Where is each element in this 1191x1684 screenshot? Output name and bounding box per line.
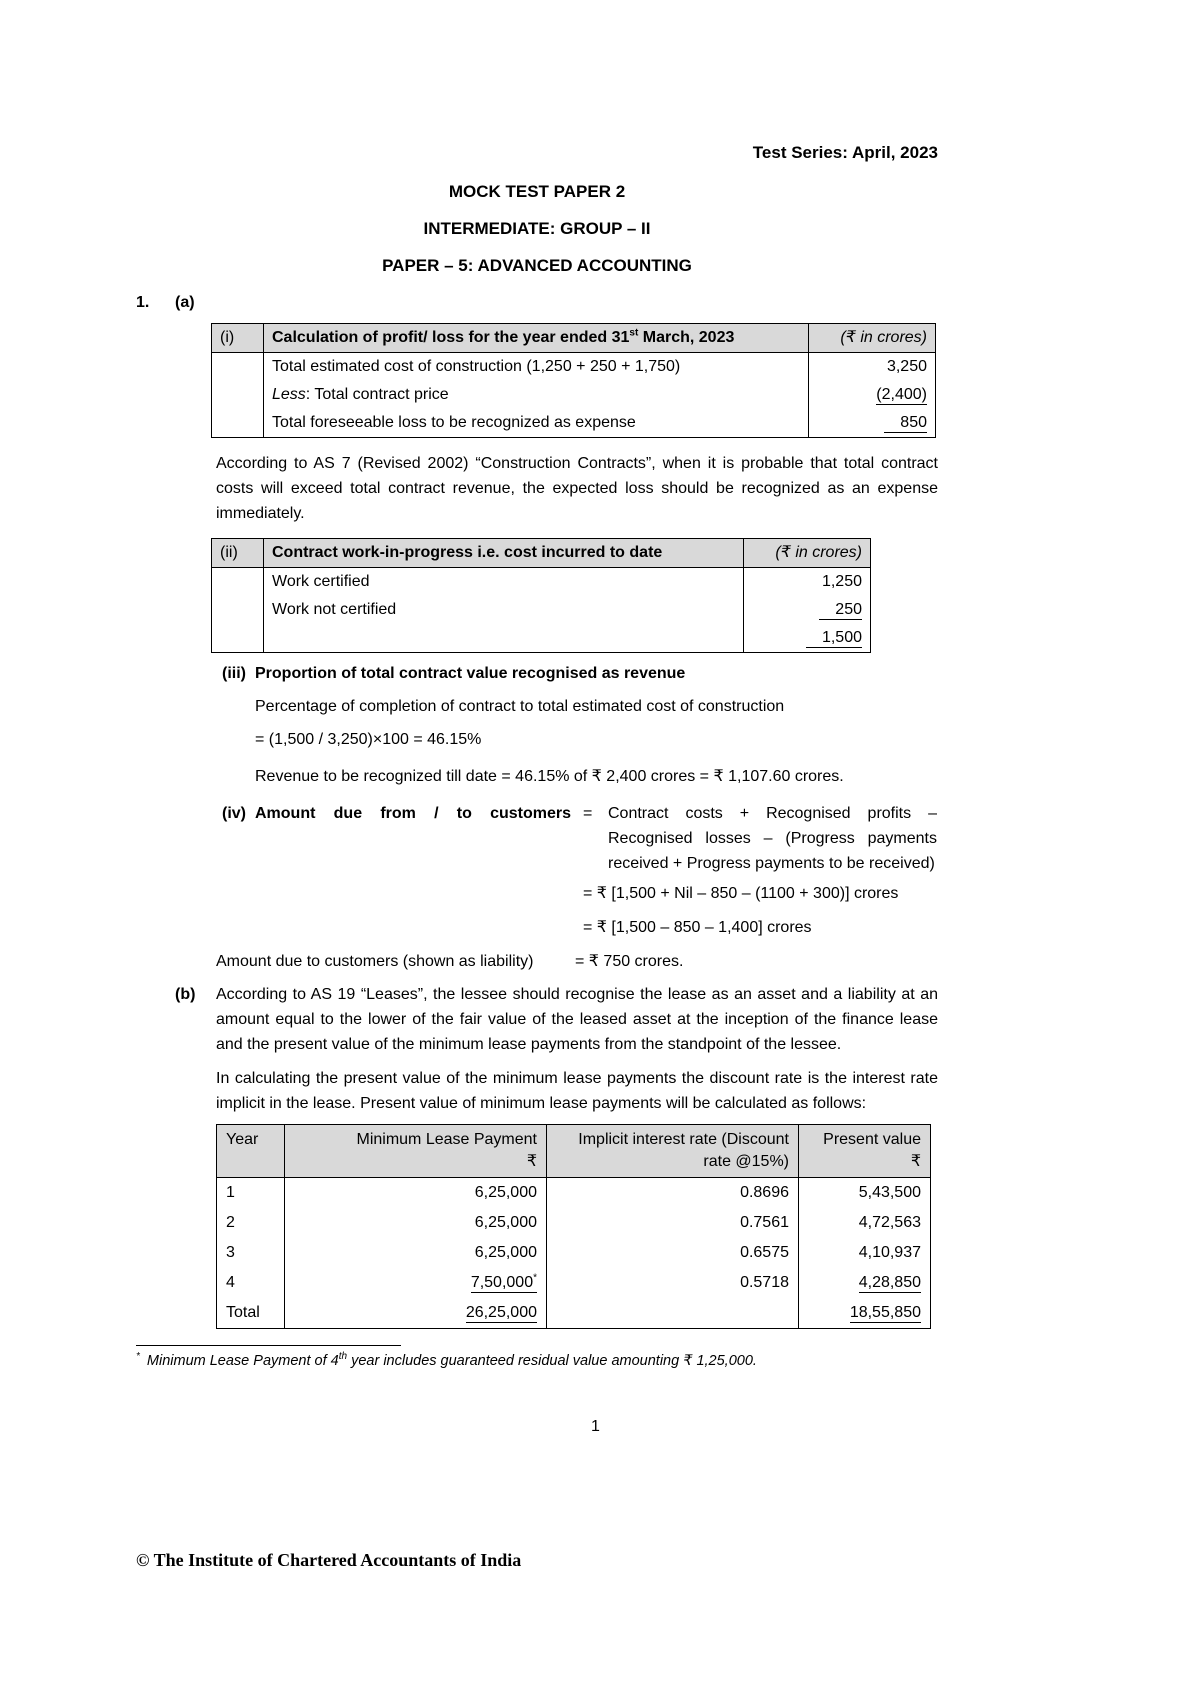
section-iii-line2: = (1,500 / 3,250)×100 = 46.15% xyxy=(255,731,482,748)
table-row xyxy=(217,1268,931,1298)
mlp-total-cell: 26,25,000 xyxy=(285,1298,547,1329)
rate-header: Implicit interest rate (Discount xyxy=(578,1131,789,1148)
conclusion-label: Amount due to customers (shown as liability) xyxy=(216,953,534,970)
row-index: (i) xyxy=(220,329,235,346)
section-iii-heading xyxy=(222,661,938,686)
doc-title-line1: MOCK TEST PAPER 2 xyxy=(448,182,626,201)
row-description: Total estimated cost of construction (1,250 + 250 + 1,750) xyxy=(272,358,681,375)
table-header-row xyxy=(212,539,871,568)
table-row xyxy=(212,381,936,409)
mlp-cell: 6,25,000 xyxy=(285,1178,547,1209)
rate-cell: 0.6575 xyxy=(547,1238,799,1268)
as19-paragraph: According to AS 19 “Leases”, the lessee should recognise the lease as an asset and a liability at an amount equal to the lower of the fair value of the leased asset at the inception of the finance lease and the present value of the minimum lease payments from the standpoint of the lessee. xyxy=(216,986,938,1053)
section-iii-title: Proportion of total contract value recognised as revenue xyxy=(255,665,686,682)
section-iv-heading xyxy=(222,801,938,876)
pv-header: Present value xyxy=(823,1131,921,1148)
pv-currency: ₹ xyxy=(910,1153,921,1170)
mlp-header: Minimum Lease Payment xyxy=(356,1131,537,1148)
rate-cell xyxy=(547,1298,799,1329)
section-iii-line3: Revenue to be recognized till date = 46.15% of ₹ 2,400 crores = ₹ 1,107.60 crores. xyxy=(255,768,844,785)
row-index: (ii) xyxy=(220,544,238,561)
value-cell xyxy=(809,353,936,382)
doc-title-line3: PAPER – 5: ADVANCED ACCOUNTING xyxy=(382,256,692,275)
footnote-marker: * xyxy=(136,1351,140,1363)
table-row xyxy=(212,568,871,597)
document-page xyxy=(136,140,938,1371)
desc-cell xyxy=(264,624,744,653)
mlp-cell: 6,25,000 xyxy=(285,1208,547,1238)
value-cell xyxy=(809,381,936,409)
desc-cell xyxy=(264,381,809,409)
lease-payment-table xyxy=(216,1124,931,1329)
table-title-cell xyxy=(264,539,744,568)
copyright-footer: © The Institute of Chartered Accountants of India xyxy=(136,1550,522,1570)
section-iv-equation2: = ₹ [1,500 + Nil – 850 – (1100 + 300)] crores xyxy=(583,885,899,902)
value-cell xyxy=(744,624,871,653)
table-row xyxy=(217,1208,931,1238)
year-cell: 4 xyxy=(217,1268,285,1298)
section-iv-conclusion xyxy=(216,949,938,974)
year-cell: 1 xyxy=(217,1178,285,1209)
row-description: : Total contract price xyxy=(305,386,449,403)
mlp-cell: 6,25,000 xyxy=(285,1238,547,1268)
year-cell: 3 xyxy=(217,1238,285,1268)
row-total-value: 1,500 xyxy=(806,628,862,648)
rate-header-cell xyxy=(547,1125,799,1178)
year-cell: 2 xyxy=(217,1208,285,1238)
row-index-cell xyxy=(212,324,264,353)
section-iii-line1: Percentage of completion of contract to total estimated cost of construction xyxy=(255,698,785,715)
mlp-cell: 7,50,000* xyxy=(285,1268,547,1298)
equals-sign: = xyxy=(583,805,593,822)
present-value-paragraph: In calculating the present value of the minimum lease payments the discount rate is the interest rate implicit in the lease. Present value of minimum lease payments will be calculated as follows: xyxy=(216,1070,938,1112)
footnote-text: Minimum Lease Payment of 4 xyxy=(146,1353,339,1369)
pv-cell: 4,72,563 xyxy=(799,1208,931,1238)
unit-cell xyxy=(809,324,936,353)
desc-cell xyxy=(264,409,809,438)
rate-cell: 0.8696 xyxy=(547,1178,799,1209)
profit-loss-table xyxy=(211,323,936,438)
conclusion-value: = ₹ 750 crores. xyxy=(575,953,684,970)
section-iv-definition: Contract costs + Recognised profits – Recognised losses – (Progress payments received + Progress payments to be received) xyxy=(608,805,937,872)
work-in-progress-table xyxy=(211,538,871,653)
value-cell xyxy=(744,568,871,597)
question-number: 1. xyxy=(136,294,150,311)
row-value: (2,400) xyxy=(876,386,927,403)
desc-cell xyxy=(264,568,744,597)
table-row xyxy=(212,409,936,438)
section-iv-title: Amount due from / to customers xyxy=(255,805,571,822)
pv-total-cell: 18,55,850 xyxy=(799,1298,931,1329)
table-total-row xyxy=(217,1298,931,1329)
unit-label: (₹ in crores) xyxy=(775,544,862,561)
table-title: Contract work-in-progress i.e. cost incurred to date xyxy=(272,544,663,561)
row-value: 1,250 xyxy=(821,573,862,590)
row-value: 3,250 xyxy=(886,358,927,375)
year-header: Year xyxy=(226,1131,259,1148)
table-row xyxy=(217,1238,931,1268)
desc-cell xyxy=(264,353,809,382)
part-b-label: (b) xyxy=(175,986,196,1003)
table-header-row xyxy=(217,1125,931,1178)
year-cell: Total xyxy=(217,1298,285,1329)
table-row xyxy=(217,1178,931,1209)
section-iv-equation3: = ₹ [1,500 – 850 – 1,400] crores xyxy=(583,919,812,936)
as7-paragraph: According to AS 7 (Revised 2002) “Construction Contracts”, when it is probable that total contract costs will exceed total contract revenue, the expected loss should be recognized as an expense immediately. xyxy=(216,455,938,522)
footnote-text-cont: year includes guaranteed residual value amounting ₹ 1,25,000. xyxy=(347,1353,757,1369)
ordinal-suffix: th xyxy=(338,1351,348,1363)
value-cell xyxy=(744,596,871,624)
section-iv-label: (iv) xyxy=(222,805,246,822)
table-row xyxy=(212,596,871,624)
mlp-header-cell xyxy=(285,1125,547,1178)
row-description: Work certified xyxy=(272,573,370,590)
row-value: 850 xyxy=(884,413,927,433)
row-description: Work not certified xyxy=(272,601,397,618)
value-cell xyxy=(809,409,936,438)
row-description-italic: Less xyxy=(272,386,306,403)
question-heading xyxy=(136,290,938,315)
pv-cell: 5,43,500 xyxy=(799,1178,931,1209)
page-number: 1 xyxy=(591,1418,600,1435)
table-title-cell xyxy=(264,324,809,353)
mlp-currency: ₹ xyxy=(526,1153,537,1170)
pv-cell: 4,28,850 xyxy=(799,1268,931,1298)
section-iii-label: (iii) xyxy=(222,665,246,682)
part-b-section xyxy=(136,982,938,1057)
part-a-label: (a) xyxy=(175,294,195,311)
table-header-row xyxy=(212,324,936,353)
table-title-cont: March, 2023 xyxy=(638,329,735,346)
row-value: 250 xyxy=(819,600,862,620)
unit-label: (₹ in crores) xyxy=(840,329,927,346)
table-row xyxy=(212,353,936,382)
footnote-separator xyxy=(136,1345,401,1346)
row-description: Total foreseeable loss to be recognized as expense xyxy=(272,414,636,431)
rate-cell: 0.7561 xyxy=(547,1208,799,1238)
rate-cell: 0.5718 xyxy=(547,1268,799,1298)
row-index-cell xyxy=(212,539,264,568)
pv-cell: 4,10,937 xyxy=(799,1238,931,1268)
ordinal-suffix: st xyxy=(629,327,639,339)
table-title: Calculation of profit/ loss for the year ended 31 xyxy=(272,329,630,346)
footnote-reference: * xyxy=(533,1272,537,1284)
desc-cell xyxy=(264,596,744,624)
rate-header-cont: rate @15%) xyxy=(703,1153,789,1170)
test-series-label: Test Series: April, 2023 xyxy=(752,143,938,162)
footnote xyxy=(136,1351,938,1371)
doc-title-line2: INTERMEDIATE: GROUP – II xyxy=(423,219,651,238)
unit-cell xyxy=(744,539,871,568)
table-row xyxy=(212,624,871,653)
pv-header-cell xyxy=(799,1125,931,1178)
year-header-cell xyxy=(217,1125,285,1178)
